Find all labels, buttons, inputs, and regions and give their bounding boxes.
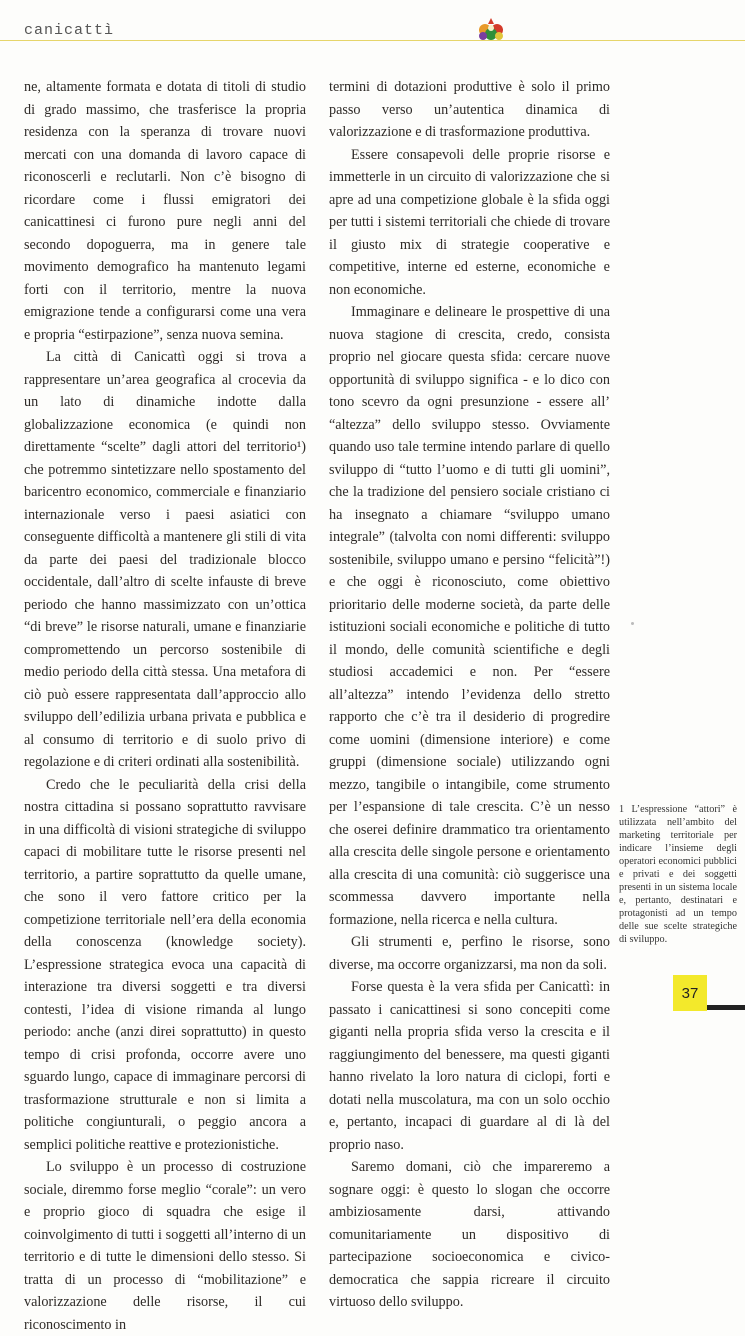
bottom-rule (707, 1005, 745, 1010)
paragraph: termini di dotazioni produttive è solo il primo passo verso un’autentica dinamica di valorizzazione e di trasformazione produttiva. (329, 79, 610, 140)
paragraph: Lo sviluppo è un processo di costruzione sociale, diremmo forse meglio “corale”: un vero e proprio gioco di squadra che esige il coinvolgimento di tutti i soggetti all’interno di un territorio e di tutte le dimensioni dello stesso. Si tratta di un processo di “mobilitazione” e valorizzazione delle risorse, il cui riconoscimento in (24, 1159, 306, 1333)
paragraph: ne, altamente formata e dotata di titoli di studio di grado massimo, che trasferisce la propria residenza con la speranza di trovare nuovi mercati con una domanda di lavoro capace di riconoscerli e reclutarli. Non c’è bisogno di ricordare come i flussi emigratori dei canicattinesi ci furono pure negli anni del secondo dopoguerra, ma in genere tale movimento demografico ha mantenuto legami forti con il territorio, mentre la nuova emigrazione tende a configurarsi come una vera e propria “estirpazione”, senza nuova semina. (24, 79, 306, 343)
running-header-title: canicattì (24, 22, 115, 39)
paragraph: La città di Canicattì oggi si trova a rappresentare un’area geografica al crocevia da un lato di dinamiche indotte dalla globalizzazione economica (e quindi non direttamente “scelte” dagli attori del territorio¹) che potremmo sintetizzare nello spostamento del baricentro economico, commerciale e finanziario internazionale verso i paesi asiatici con conseguente difficoltà a mantenere gli stili di vita da parte dei paesi del tradizionale blocco occidentale, dall’altro di scelte infauste di breve periodo che hanno massimizzato con un’ottica “di breve” le risorse naturali, umane e finanziarie compromettendo un percorso sostenibile di medio periodo della città stessa. Una metafora di ciò può essere rappresentata dall’approccio allo sviluppo dell’edilizia urbana privata e pubblica e al consumo di territorio e di suolo privo di regolazione e di criteri ordinati alla sostenibilità. (24, 349, 306, 770)
right-column (329, 76, 610, 1314)
page-number-badge (673, 975, 707, 1011)
scan-speck (631, 622, 634, 625)
paragraph: Essere consapevoli delle proprie risorse e immetterle in un circuito di valorizzazione che si apre ad una competizione globale è la sfida oggi per tutti i sistemi territoriali che chiede di trovare il giusto mix di strategie cooperative e competitive, interne ed esterne, economiche e non economiche. (329, 146, 610, 298)
header-rule (0, 40, 745, 41)
paragraph: Saremo domani, ciò che impareremo a sognare oggi: è questo lo slogan che occorre ambiziosamente darsi, attivando comunitariamente un dispositivo di partecipazione socioeconomica e civico-democratica che sappia ricreare il circuito virtuoso dello sviluppo. (329, 1159, 610, 1310)
footnote: 1 L’espressione “attori” è utilizzata nell’ambito del marketing territoriale per indicare l’insieme degli operatori economici pubblici e privati e dei soggetti presenti in un sistema locale e, pertanto, destinatari e protagonisti ad un tempo delle sue scelte strategiche di sviluppo. (619, 804, 737, 945)
paragraph: Credo che le peculiarità della crisi della nostra cittadina si possano soprattutto ravvisare in una difficoltà di visioni strategiche di sviluppo capaci di mobilitare tutte le risorse presenti nel territorio, a partire soprattutto da quelle umane, che sono il vero fattore critico per la competizione territoriale nell’era della economia della conoscenza (knowledge society). L’espressione strategica evoca una capacità di interazione tra diversi soggetti e tra diversi contesti, l’idea di visione rimanda al lungo periodo: anche (anzi direi soprattutto) in questo tempo di crisi profonda, occorre avere uno sguardo lungo, capace di immaginare percorsi di trasformazione strutturale e non si limita a politiche congiunturali, o peggio ancora a semplici politiche reattive e protezionistiche. (24, 776, 306, 1153)
page-number: 37 (681, 984, 699, 1002)
paragraph: Gli strumenti e, perfino le risorse, sono diverse, ma occorre organizzarsi, ma non da soli. (329, 934, 610, 973)
paragraph: Forse questa è la vera sfida per Canicattì: in passato i canicattinesi si sono concepiti come giganti nella propria sfida verso la crescita e il raggiungimento del benessere, ma questi giganti hanno rivelato la loro natura di ciclopi, forti e dotati nella muscolatura, ma con un solo occhio e, pertanto, incapaci di guardare al di là del proprio naso. (329, 979, 610, 1153)
left-column (24, 76, 306, 1336)
paragraph: Immaginare e delineare le prospettive di una nuova stagione di crescita, credo, consista proprio nel giocare questa sfida: cercare nuove opportunità di sviluppo significa - e lo dico con tono scevro da ogni presunzione - essere all’ “altezza” dello sviluppo stesso. Ovviamente quando uso tale termine intendo parlare di quello sviluppo di “tutto l’uomo e di tutti gli uomini”, che la tradizione del pensiero sociale cristiano ci ha insegnato a chiamare “sviluppo umano integrale” (talvolta con nomi differenti: sviluppo sostenibile, sviluppo umano e persino “felicità”!) e che oggi è riconosciuto, come obiettivo prioritario delle moderne società, da parte delle istituzioni sociali economiche e politiche di tutto il mondo, delle comunità scientifiche e degli studiosi accademici e non. Per “essere all’altezza” intendo l’evidenza dello stretto rapporto che c’è tra il desiderio di progredire come uomini (dimensione interiore) e come gruppi (dimensione sociale) utilizzando ogni mezzo, tangibile o intangibile, come strumento per l’espansione di tale crescita. C’è un nesso che oserei definire drammatico tra orientamento alla crescita delle singole persone e orientamento alla crescita di una comunità: ciò suggerisce una scommessa davvero importante nella formazione, nella ricerca e nella cultura. (329, 304, 610, 928)
